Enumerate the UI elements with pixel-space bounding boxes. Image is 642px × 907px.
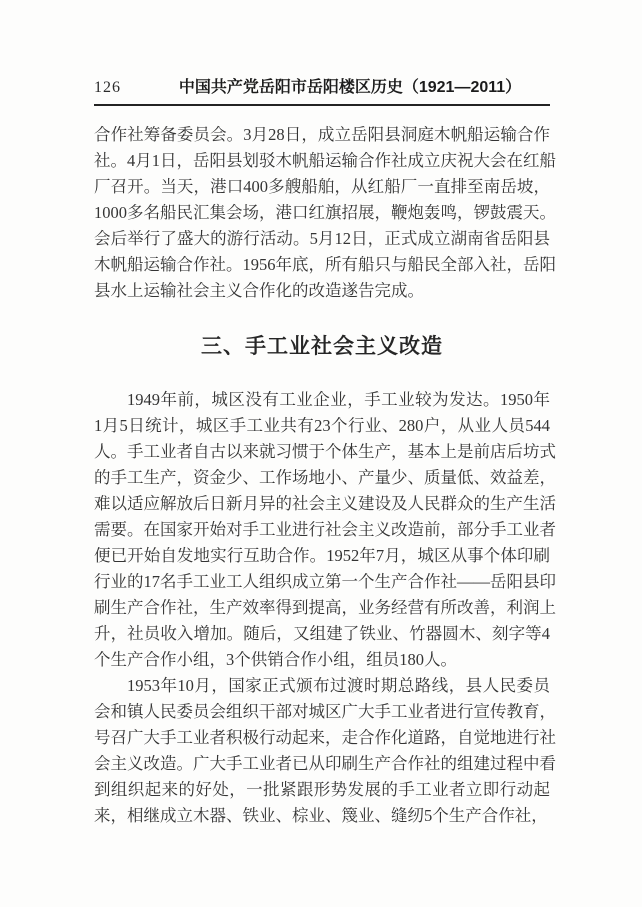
text-line: 会和镇人民委员会组织干部对城区广大手工业者进行宣传教育， bbox=[94, 702, 556, 721]
text-line: 厂召开。当天，港口400多艘船舶，从红船厂一直排至南岳坡， bbox=[94, 177, 550, 196]
paragraph-water-transport bbox=[94, 122, 556, 304]
text-line: 县水上运输社会主义合作化的改造遂告完成。 bbox=[94, 281, 424, 300]
text-line: 1953年10月，国家正式颁布过渡时期总路线，县人民委员 bbox=[127, 676, 550, 695]
paragraph-handicraft-overview bbox=[94, 387, 556, 673]
text-line: 木帆船运输合作社。1956年底，所有船只与船民全部入社，岳阳 bbox=[94, 255, 556, 274]
section-heading: 三、手工业社会主义改造 bbox=[201, 334, 443, 358]
text-line: 刷生产合作社，生产效率得到提高，业务经营有所改善，利润上 bbox=[94, 598, 556, 617]
page-header bbox=[94, 78, 550, 106]
text-line: 合作社筹备委员会。3月28日，成立岳阳县洞庭木帆船运输合作 bbox=[94, 125, 550, 144]
text-line: 到组织起来的好处，一批紧跟形势发展的手工业者立即行动起 bbox=[94, 780, 550, 799]
text-line: 升，社员收入增加。随后，又组建了铁业、竹器圆木、刻字等4 bbox=[94, 624, 550, 643]
text-line: 1949年前，城区没有工业企业，手工业较为发达。1950年 bbox=[127, 390, 550, 409]
text-line: 个生产合作小组，3个供销合作小组，组员180人。 bbox=[94, 650, 457, 669]
text-line: 便已开始自发地实行互助合作。1952年7月，城区从事个体印刷 bbox=[94, 546, 550, 565]
text-line: 会后举行了盛大的游行活动。5月12日，正式成立湖南省岳阳县 bbox=[94, 229, 550, 248]
page-number: 126 bbox=[94, 79, 121, 96]
page-body bbox=[94, 122, 556, 829]
paragraph-general-line bbox=[94, 673, 556, 829]
text-line: 的手工生产，资金少、工作场地小、产量少、质量低、效益差， bbox=[94, 468, 556, 487]
running-title: 中国共产党岳阳市岳阳楼区历史（1921—2011） bbox=[178, 79, 522, 96]
text-line: 1月5日统计，城区手工业共有23个行业、280户，从业人员544 bbox=[94, 416, 550, 435]
text-line: 会主义改造。广大手工业者已从印刷生产合作社的组建过程中看 bbox=[94, 754, 556, 773]
text-line: 人。手工业者自古以来就习惯于个体生产，基本上是前店后坊式 bbox=[94, 442, 556, 461]
text-line: 来，相继成立木器、铁业、棕业、篾业、缝纫5个生产合作社， bbox=[94, 806, 548, 825]
text-line: 社。4月1日，岳阳县划驳木帆船运输合作社成立庆祝大会在红船 bbox=[94, 151, 556, 170]
text-line: 难以适应解放后日新月异的社会主义建设及人民群众的生产生活 bbox=[94, 494, 556, 513]
text-line: 1000多名船民汇集会场，港口红旗招展，鞭炮轰鸣，锣鼓震天。 bbox=[94, 203, 556, 222]
text-line: 需要。在国家开始对手工业进行社会主义改造前，部分手工业者 bbox=[94, 520, 556, 539]
text-line: 号召广大手工业者积极行动起来，走合作化道路，自觉地进行社 bbox=[94, 728, 556, 747]
text-line: 行业的17名手工业工人组织成立第一个生产合作社——岳阳县印 bbox=[94, 572, 556, 591]
